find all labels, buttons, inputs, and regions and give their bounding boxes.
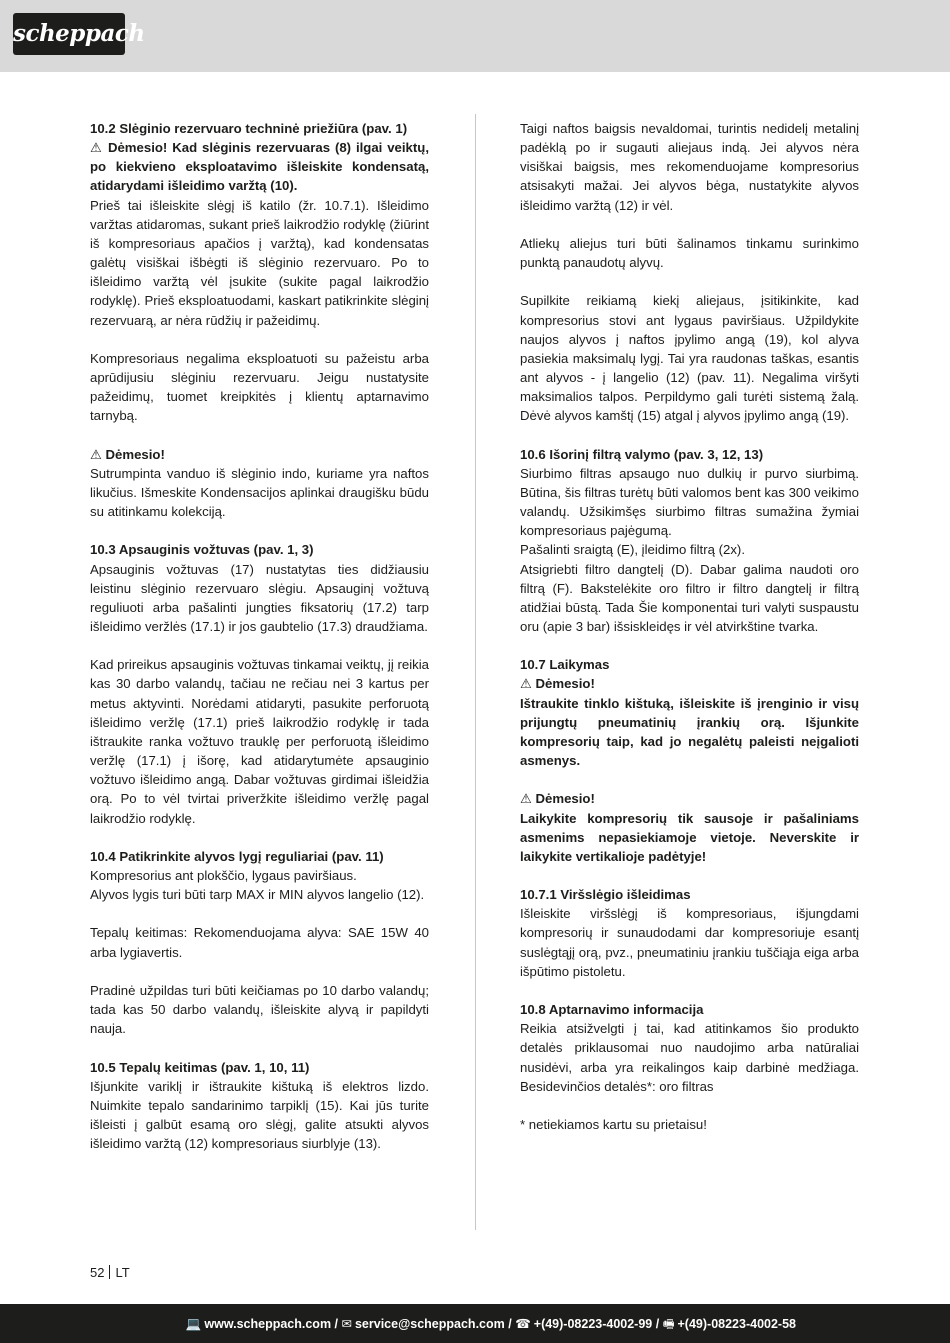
footer-mail-link[interactable]: service@scheppach.com / — [354, 1317, 512, 1331]
section-title: 10.7.1 Viršslėgio išleidimas — [520, 887, 691, 903]
fax-icon: 🖷 — [662, 1317, 675, 1331]
section-title: 10.5 Tepalų keitimas (pav. 1, 10, 11) — [90, 1059, 310, 1075]
page-number-separator — [109, 1265, 110, 1279]
warning-icon: ⚠ — [90, 446, 102, 462]
section-10-7 — [520, 655, 859, 770]
section-10-8 — [520, 1000, 859, 1096]
paragraph-line: Išleiskite viršslėgį iš kompresoriaus, išjungdami kompresorių ir sunaudodami dar kompresoriuje esantį suslėgtąjį orą, pvz., pneumatiniu įrankiu tuščiąja eiga arba išpūtimo pistoletu. — [520, 906, 859, 979]
paragraph-line: Kompresorius ant plokščio, lygaus paviršiaus. — [90, 868, 357, 884]
warning-label: ⚠ Dėmesio! — [520, 676, 595, 692]
footer-contact — [186, 1315, 796, 1336]
footer-fax: +(49)-08223-4002-58 — [677, 1317, 796, 1331]
section-10-2 — [90, 119, 429, 196]
paragraph: Apsauginis vožtuvas (17) nustatytas ties didžiausiu leistinu slėginio rezervuaro slėgiu. Apsauginį vožtuvą reguliuoti arba pašalinti jungties fiksatorių (17.2) tarp išleidimo veržlės (17.1) ir jos gaubtelio (17.3) draudžiama. — [90, 561, 429, 635]
paragraph-line: Alyvos lygis turi būti tarp MAX ir MIN alyvos langelio (12). — [90, 887, 425, 903]
section-title: 10.4 Patikrinkite alyvos lygį reguliariai (pav. 11) — [90, 848, 384, 864]
paragraph: Tepalų keitimas: Rekomenduojama alyva: SAE 15W 40 arba lygiavertis. — [90, 925, 429, 960]
warning-block — [520, 789, 859, 866]
footer-band — [0, 1304, 950, 1343]
paragraph-line: Reikia atsižvelgti į tai, kad atitinkamos šio produkto detalės priklausomai nuo naudojimo arba natūraliai nusidėvi, arba yra reikalingos kaip darbinė medžiaga. Besidevinčios detalės*: oro filtras — [520, 1021, 859, 1094]
section-10-6 — [520, 445, 859, 637]
section-10-5 — [90, 1058, 429, 1154]
column-divider — [475, 114, 476, 1230]
warning-icon: ⚠ — [520, 676, 532, 692]
right-column — [520, 119, 859, 1153]
left-column — [90, 119, 429, 1172]
paragraph: Kompresoriaus negalima eksploatuoti su pažeistu arba aprūdijusiu slėginiu rezervuaru. Jeigu nustatysite pažeidimų, tuomet kreipkitės į klientų aptarnavimo tarnybą. — [90, 350, 429, 424]
section-title: 10.8 Aptarnavimo informacija — [520, 1002, 704, 1018]
warning-text: Ištraukite tinklo kištuką, išleiskite iš įrenginio ir visų prijungtų pneumatinių įrankių orą. Išjunkite kompresorių taip, kad jo negalėtų paleisti neįgalioti asmenys. — [520, 695, 859, 769]
paragraph: Pradinė užpildas turi būti keičiamas po 10 darbo valandų; tada kas 50 darbo valandų, išleiskite alyvą ir papildyti nauja. — [90, 982, 429, 1037]
footnote: * netiekiamos kartu su prietaisu! — [520, 1117, 707, 1132]
paragraph: Kad prireikus apsauginis vožtuvas tinkamai veiktų, jį reikia kas 30 darbo valandų, tačiau ne rečiau nei 3 kartus per metus aktyvinti. Norėdami atidaryti, pasukite perforuotą išleidimo veržlę (17.1) prieš laikrodžio rodyklę ir tada ištraukite ranka vožtuvo trauklę per perforuotą išleidimo veržlę (17.1) į išorę, kad atidarytumėte apsauginio vožtuvo išleidimo angą. Dabar vožtuvas girdimai išleidžia orą. Po to vėl tvirtai priveržkite išleidimo veržlę pagal laikrodžio rodyklę. — [90, 657, 429, 826]
section-title: 10.7 Laikymas — [520, 657, 610, 673]
section-title: 10.6 Išorinį filtrą valymo (pav. 3, 12, 13) — [520, 446, 764, 462]
warning-text: Laikykite kompresorių tik sausoje ir pašaliniams asmenims nepasiekiamoje vietoje. Neverskite ir laikykite vertikalioje padėtyje! — [520, 810, 859, 864]
paragraph-line: Siurbimo filtras apsaugo nuo dulkių ir purvo siurbimą. Būtina, šis filtras turėtų būti valomos bent kas 300 veikimo valandų. Užsikimšęs siurbimo filtras sumažina žymiai kompresoriaus pajėgumą. — [520, 465, 859, 539]
paragraph-line: Išjunkite variklį ir ištraukite kištuką iš elektros lizdo. Nuimkite tepalo sandarinimo tarpiklį (15). Kai jūs turite išleisti į galbūt esamą oro slėgį, galite atsukti alyvos išleidimo varžtą (12) kompresoriaus siurblyje (13). — [90, 1078, 429, 1152]
warning-text: Sutrumpinta vanduo iš slėginio indo, kuriame yra naftos likučius. Išmeskite Kondensacijos aplinkai draugišku būdu su atitinkamu kolekciją. — [90, 465, 429, 520]
page-number — [90, 1265, 130, 1281]
scheppach-logo: scheppach — [13, 13, 125, 55]
page-language: LT — [115, 1265, 130, 1280]
section-10-4 — [90, 847, 429, 904]
section-title: 10.3 Apsauginis vožtuvas (pav. 1, 3) — [90, 542, 314, 558]
paragraph: Supilkite reikiamą kiekį aliejaus, įsitikinkite, kad kompresorius stovi ant lygaus paviršiaus. Užpildykite naujos alyvos į naftos įpylimo angą (19), kol alyva pasiekia maksimalų lygį. Tai yra raudonas taškas, esantis ant alyvos - į langelio (12) (pav. 11). Negalima viršyti maksimalios talpos. Perpildymo gali turėti sistemą žalą. Dėvė alyvos kamštį (15) atgal į alyvos įpylimo angą (19). — [520, 293, 859, 424]
paragraph: Prieš tai išleiskite slėgį iš katilo (žr. 10.7.1). Išleidimo varžtas atidaromas, sukant prieš laikrodžio rodyklę (žiūrint iš kompresoriaus apačios į varžtą), kad kondensatas galėtų visiškai išbėgti iš slėginio rezervuaro. Po to išleidimo varžtą vėl įsukite (sukite pagal laikrodžio rodyklę). Prieš eksploatuodami, kaskart patikrinkite slėginį rezervuarą, ar nėra rūdžių ir pažeidimų. — [90, 197, 429, 328]
computer-icon: 💻 — [185, 1317, 202, 1331]
header-band — [0, 0, 950, 72]
mail-icon: ✉ — [341, 1317, 352, 1331]
warning-icon: ⚠ — [90, 140, 104, 156]
paragraph-line: Atsigriebti filtro dangtelį (D). Dabar galima naudoti oro filtrą (F). Bakstelėkite oro filtro ir filtro dangtelį ir filtrą atidžiai būstą. Tada Šie komponentai turi valyti suspaustu oru (apie 3 bar) išsisklеidęs ir vėl atvirkštine tvarka. — [520, 561, 859, 635]
warning-icon: ⚠ — [520, 791, 532, 807]
paragraph-line: Pašalinti sraigtą (E), įleidimo filtrą (2x). — [520, 542, 745, 558]
warning-text: ⚠ Dėmesio! Kad slėginis rezervuaras (8) ilgai veiktų, po kiekvieno eksploatavimo išleiskite kondensatą, atidarydami išleidimo varžtą (10). — [90, 140, 429, 194]
paragraph: Taigi naftos baigsis nevaldomai, turintis nedidelį metalinį padėklą po ir sugauti aliejaus indą. Jei alyvos nėra visiškai baigsis, mes rekomenduojame kompresorius atsisakyti mažai. Jei alyvos bėga, nustatykite alyvos išleidimo varžtą (12) ir vėl. — [520, 121, 859, 213]
footer-web-link[interactable]: www.scheppach.com / — [204, 1317, 339, 1331]
warning-label: ⚠ Dėmesio! — [90, 446, 165, 462]
warning-label: ⚠ Dėmesio! — [520, 791, 595, 807]
warning-block — [90, 445, 429, 522]
section-10-7-1 — [520, 885, 859, 981]
paragraph: Atliekų aliejus turi būti šalinamos tinkamu surinkimo punktą panaudotų alyvų. — [520, 235, 859, 271]
phone-icon: ☎ — [515, 1317, 531, 1331]
footer-phone: +(49)-08223-4002-99 / — [533, 1317, 660, 1331]
section-title: 10.2 Slėginio rezervuaro techninė priežiūra (pav. 1) — [90, 121, 408, 136]
page-number-value: 52 — [90, 1265, 105, 1280]
section-10-3 — [90, 540, 429, 559]
